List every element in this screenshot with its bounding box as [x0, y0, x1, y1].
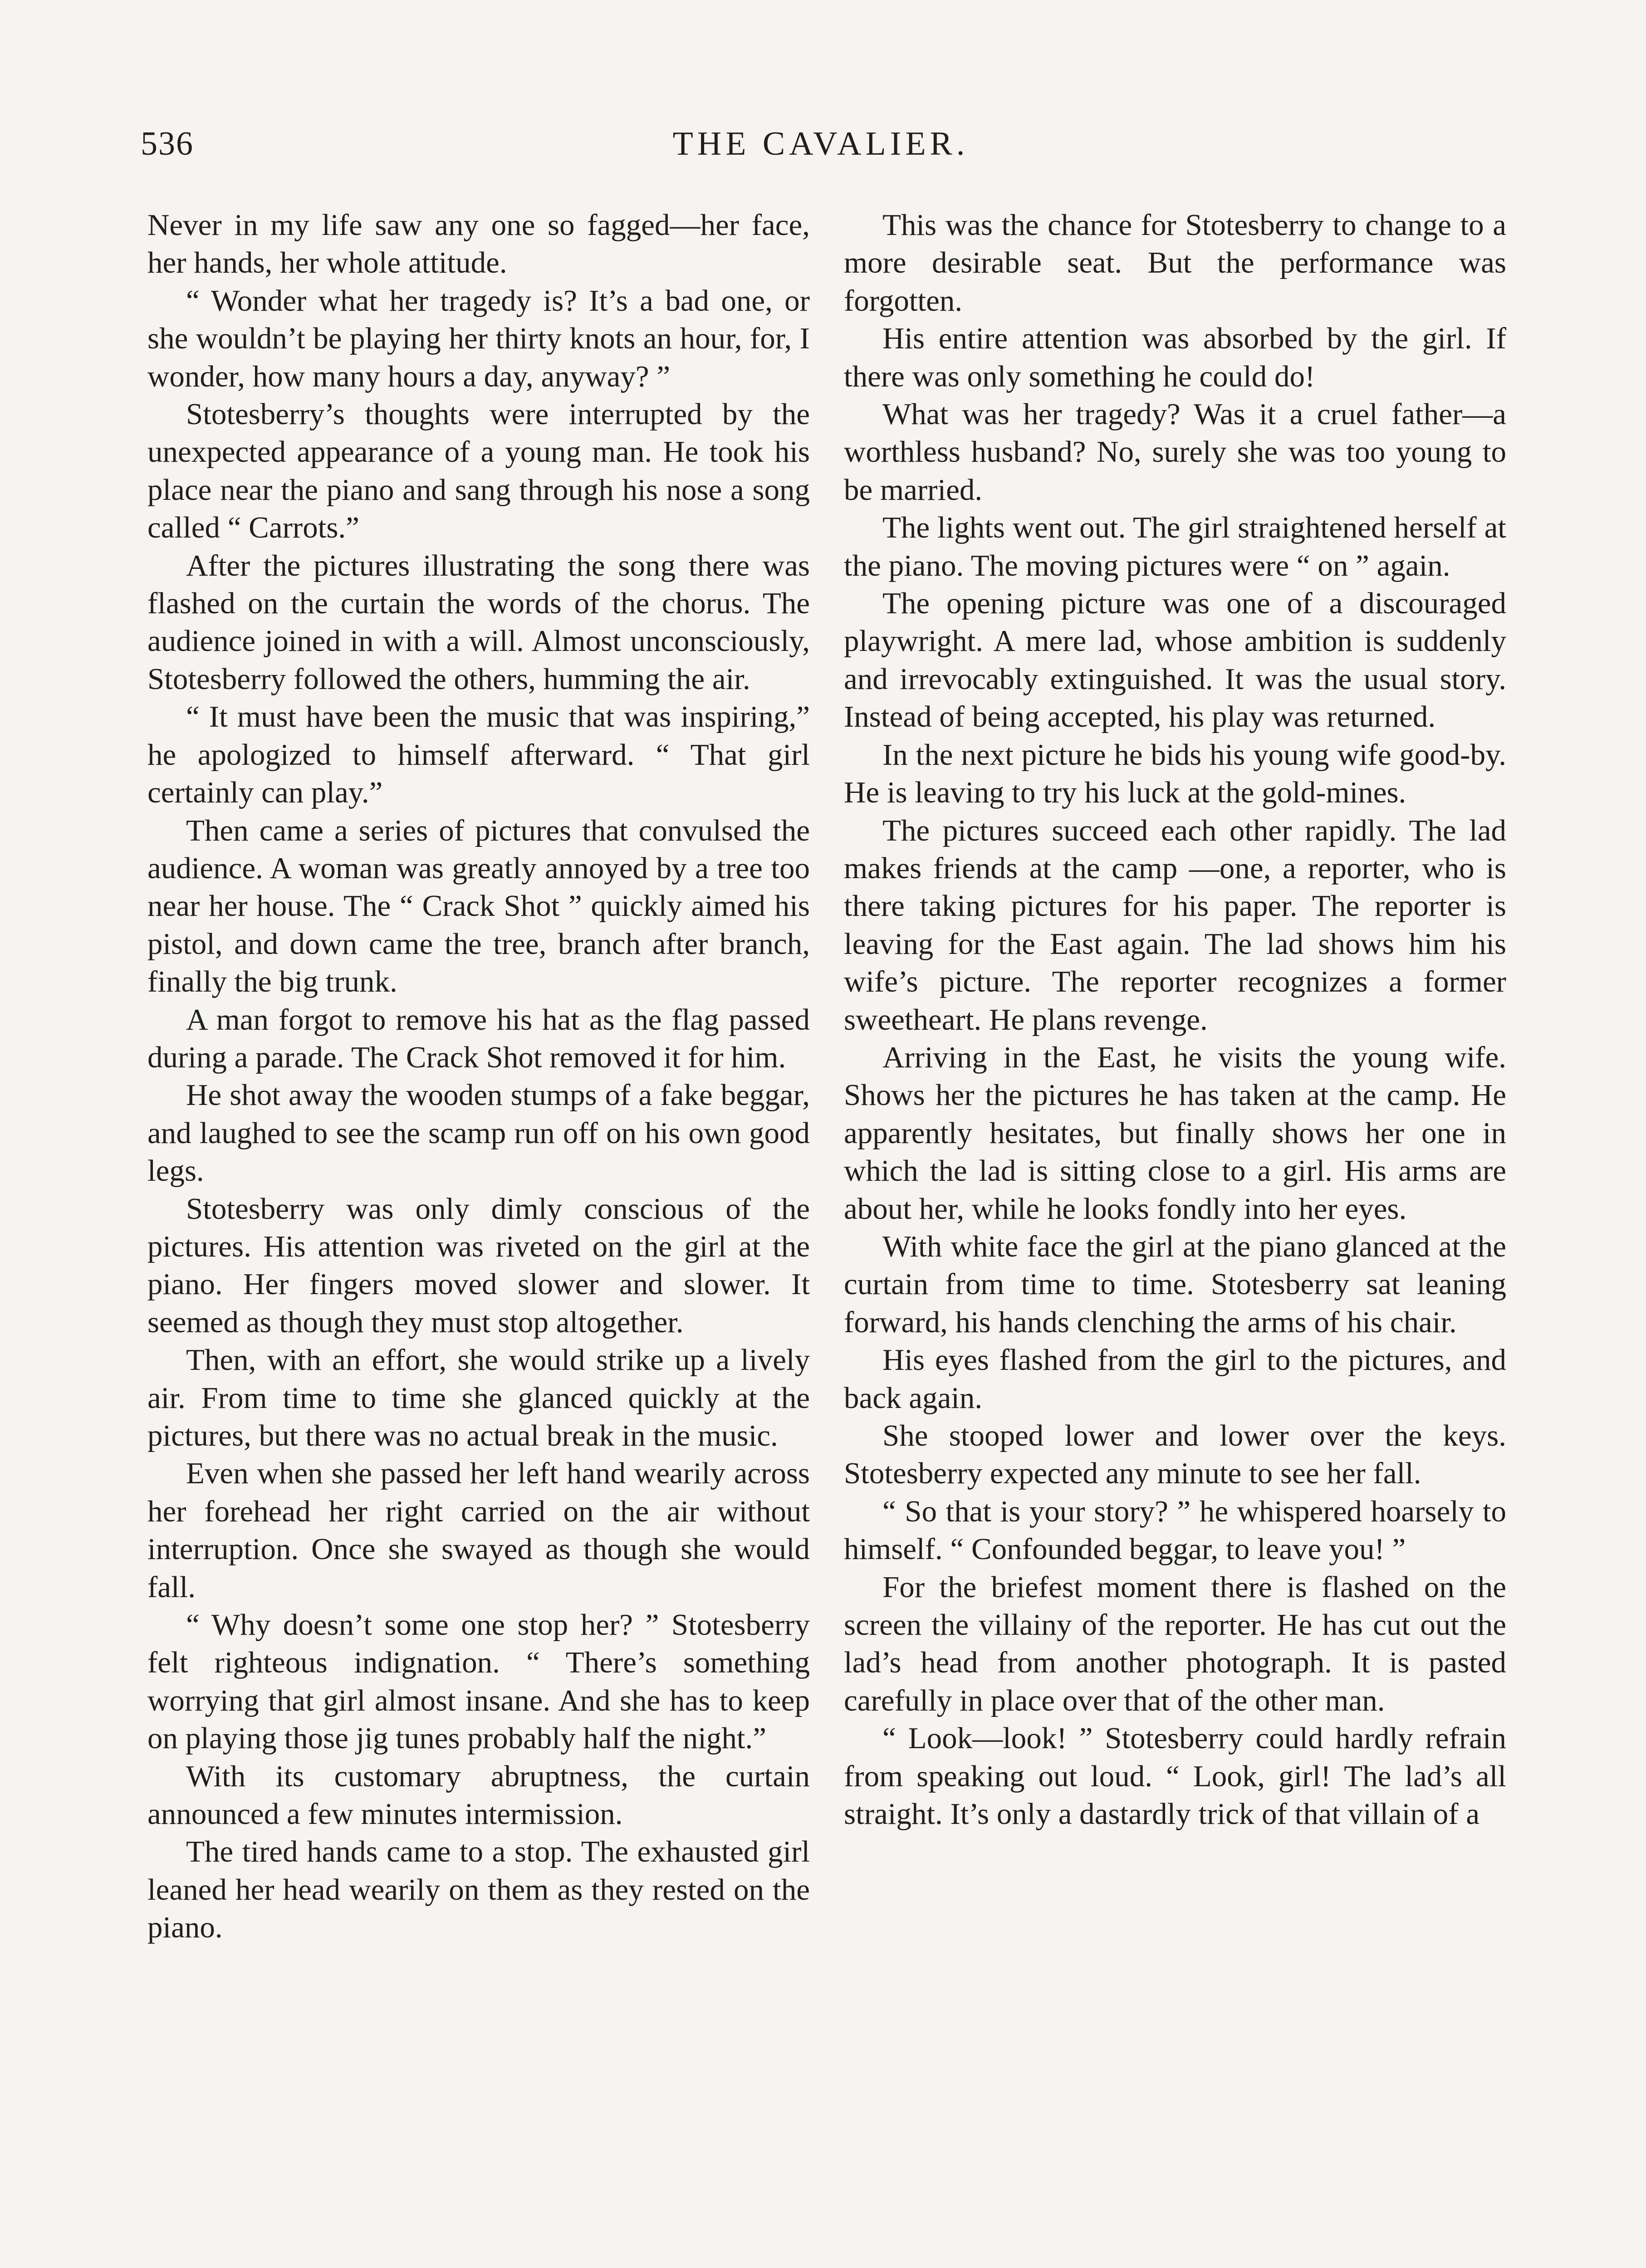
left-column — [147, 206, 810, 1947]
paragraph: The opening picture was one of a discouraged playwright. A mere lad, whose ambition is suddenly and irrevocably extinguished. It was the usual story. Instead of being accepted, his play was returned. — [844, 587, 1506, 734]
page-header — [141, 125, 1501, 175]
paragraph: What was her tragedy? Was it a cruel father—a worthless husband? No, surely she was too young to be married. — [844, 397, 1506, 507]
paragraph: “ Look—look! ” Stotesberry could hardly refrain from speaking out loud. “ Look, girl! The lad’s all straight. It’s only a dastardly trick of that villain of a — [844, 1721, 1506, 1831]
paragraph: With its customary abruptness, the curtain announced a few minutes intermission. — [147, 1759, 810, 1831]
paragraph: With white face the girl at the piano glanced at the curtain from time to time. Stotesberry sat leaning forward, his hands clenching the arms of his chair. — [844, 1229, 1506, 1339]
paragraph: “ Why doesn’t some one stop her? ” Stotesberry felt righteous indignation. “ There’s something worrying that girl almost insane. And she has to keep on playing those jig tunes probably half the night.” — [147, 1608, 810, 1755]
running-title: THE CAVALIER. — [672, 125, 969, 162]
paragraph: Never in my life saw any one so fagged—her face, her hands, her whole attitude. — [147, 208, 810, 280]
paragraph: Then, with an effort, she would strike up a lively air. From time to time she glanced quickly at the pictures, but there was no actual break in the music. — [147, 1343, 810, 1452]
paragraph: His entire attention was absorbed by the girl. If there was only something he could do! — [844, 322, 1506, 393]
paragraph: After the pictures illustrating the song there was flashed on the curtain the words of the chorus. The audience joined in with a will. Almost unconsciously, Stotesberry followed the others, humming the air. — [147, 548, 810, 696]
paragraph: Arriving in the East, he visits the young wife. Shows her the pictures he has taken at the camp. He apparently hesitates, but finally shows her one in which the lad is sitting close to a girl. His arms are about her, while he looks fondly into her eyes. — [844, 1040, 1506, 1226]
paragraph: A man forgot to remove his hat as the flag passed during a parade. The Crack Shot removed it for him. — [147, 1002, 810, 1074]
paragraph: The pictures succeed each other rapidly. The lad makes friends at the camp —one, a reporter, who is there taking pictures for his paper. The reporter is leaving for the East again. The lad shows him his wife’s picture. The reporter recognizes a former sweetheart. He plans revenge. — [844, 813, 1506, 1036]
paragraph: This was the chance for Stotesberry to change to a more desirable seat. But the performance was forgotten. — [844, 208, 1506, 318]
paragraph: She stooped lower and lower over the keys. Stotesberry expected any minute to see her fall. — [844, 1419, 1506, 1491]
paragraph: The tired hands came to a stop. The exhausted girl leaned her head wearily on them as they rested on the piano. — [147, 1835, 810, 1945]
paragraph: “ Wonder what her tragedy is? It’s a bad one, or she wouldn’t be playing her thirty knots an hour, for, I wonder, how many hours a day, anyway? ” — [147, 284, 810, 393]
paragraph: Then came a series of pictures that convulsed the audience. A woman was greatly annoyed by a tree too near her house. The “ Crack Shot ” quickly aimed his pistol, and down came the tree, branch after branch, finally the big trunk. — [147, 813, 810, 999]
paragraph: In the next picture he bids his young wife good-by. He is leaving to try his luck at the gold-mines. — [844, 738, 1506, 810]
paragraph: Even when she passed her left hand wearily across her forehead her right carried on the air without interruption. Once she swayed as though she would fall. — [147, 1457, 810, 1604]
paragraph: For the briefest moment there is flashed on the screen the villainy of the reporter. He has cut out the lad’s head from another photograph. It is pasted carefully in place over that of the other man. — [844, 1570, 1506, 1717]
right-column — [844, 206, 1506, 1833]
paragraph: The lights went out. The girl straightened herself at the piano. The moving pictures were “ on ” again. — [844, 511, 1506, 582]
paragraph: Stotesberry’s thoughts were interrupted by the unexpected appearance of a young man. He took his place near the piano and sang through his nose a song called “ Carrots.” — [147, 397, 810, 545]
page-number: 536 — [141, 125, 194, 162]
paragraph: “ It must have been the music that was inspiring,” he apologized to himself afterward. “ That girl certainly can play.” — [147, 700, 810, 810]
paragraph: Stotesberry was only dimly conscious of the pictures. His attention was riveted on the girl at the piano. Her fingers moved slower and slower. It seemed as though they must stop altogether. — [147, 1192, 810, 1339]
paragraph: “ So that is your story? ” he whispered hoarsely to himself. “ Confounded beggar, to leave you! ” — [844, 1494, 1506, 1566]
paragraph: His eyes flashed from the girl to the pictures, and back again. — [844, 1343, 1506, 1415]
paragraph: He shot away the wooden stumps of a fake beggar, and laughed to see the scamp run off on his own good legs. — [147, 1078, 810, 1188]
